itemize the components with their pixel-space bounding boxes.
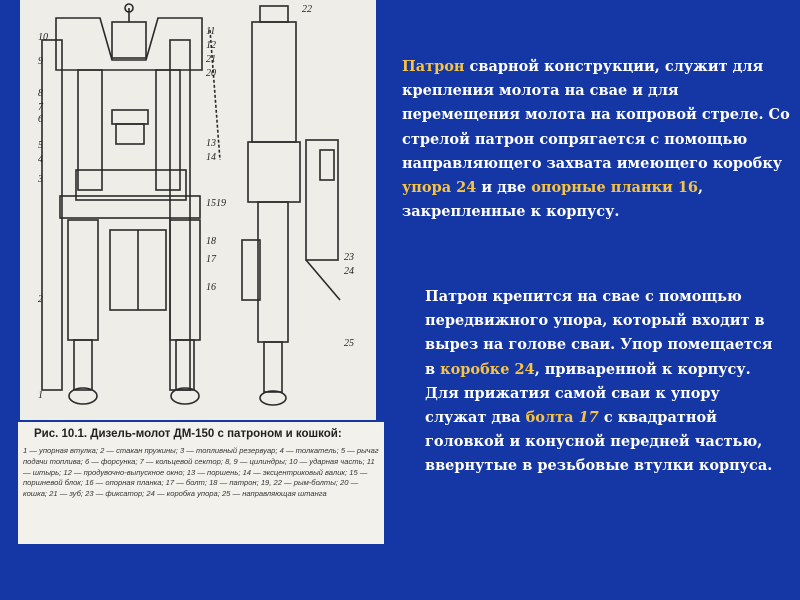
label-2: 2 <box>38 294 43 305</box>
label-15: 15 <box>206 198 216 209</box>
paragraph1-text-b: и две <box>476 179 532 197</box>
label-7: 7 <box>38 102 43 113</box>
paragraph2-text-b: , приваренной к корпусу. Для прижатия самой сваи к упору служат два <box>425 360 751 427</box>
label-24: 24 <box>344 266 354 277</box>
label-21: 21 <box>206 54 216 65</box>
label-19: 19 <box>216 198 226 209</box>
paragraph2-text-c: с квадратной головкой и конусной передней частью, ввернутые в резьбовые втулки корпуса. <box>425 409 773 475</box>
paragraph1-text-c: , закрепленные к корпусу. <box>402 179 704 221</box>
caption-title: Рис. 10.1. Дизель-молот ДМ-150 с патроном и кошкой: <box>34 428 342 440</box>
paragraph-chuck-description <box>402 55 794 224</box>
label-17: 17 <box>206 254 216 265</box>
label-5: 5 <box>38 140 43 151</box>
diesel-hammer-drawing <box>20 0 376 420</box>
label-25: 25 <box>344 338 354 349</box>
paragraph2-text-a: Патрон крепится на свае с помощью передвижного упора, который входит в вырез на голове сваи. Упор помещается в <box>425 288 773 378</box>
label-13: 13 <box>206 138 216 149</box>
label-10: 10 <box>38 32 48 43</box>
label-6: 6 <box>38 114 43 125</box>
label-14: 14 <box>206 152 216 163</box>
striking-part <box>112 22 146 58</box>
label-11: 11 <box>206 26 216 37</box>
paragraph1-text-a: сварной конструкции, служит для крепления молота на свае и для перемещения молота на копровой стреле. Со стрелой патрон сопрягается с помощью направляющего захвата имеющего коробку <box>402 58 790 172</box>
caption-legend: 1 — упорная втулка; 2 — стакан пружины; 3 — топливный резервуар; 4 — толкатель; 5 — рычаг подачи топлива; 6 — форсунка; 7 — кольцевой сектор; 8, 9 — цилиндры; 10 — ударная часть; 11 — штырь; 12 — продувочно-выпускное окно; 13 — поршень; 14 — эксцентриковый валик; 15 — поршневой блок; 16 — опорная планка; 17 — болт; 18 — патрон; 19, 22 — рым-болты; 20 — кошка; 21 — зуб; 23 — фиксатор; 24 — коробка упора; 25 — направляющая штанга <box>23 446 379 499</box>
label-23: 23 <box>344 252 354 263</box>
label-3: 3 <box>38 174 43 185</box>
label-20: 20 <box>206 68 216 79</box>
side-view-upper <box>252 22 296 142</box>
label-8: 8 <box>38 88 43 99</box>
lower-cylinder-right <box>170 220 200 340</box>
label-18: 18 <box>206 236 216 247</box>
term-box-24: коробке 24 <box>440 360 535 378</box>
label-12: 12 <box>206 40 216 51</box>
term-support-plates-16: опорные планки 16 <box>531 179 699 197</box>
cylinder-left <box>78 70 102 190</box>
hammer-head <box>56 18 202 70</box>
label-22: 22 <box>302 4 312 15</box>
label-1: 1 <box>38 390 43 401</box>
cylinder-right <box>156 70 180 190</box>
hammer-technical-drawing <box>20 0 376 420</box>
label-16: 16 <box>206 282 216 293</box>
paragraph-chuck-mounting <box>425 285 785 479</box>
label-9: 9 <box>38 56 43 67</box>
left-guide-rail <box>42 40 62 390</box>
term-bolt: болта <box>525 409 579 427</box>
label-4: 4 <box>38 154 43 165</box>
figure-caption <box>18 422 384 544</box>
side-view-cylinder <box>258 202 288 342</box>
term-chuck: Патрон <box>402 58 465 75</box>
lower-cylinder-left <box>68 220 98 340</box>
term-stop-24: упора 24 <box>402 179 477 197</box>
term-bolt-number-17: 17 <box>578 409 599 427</box>
